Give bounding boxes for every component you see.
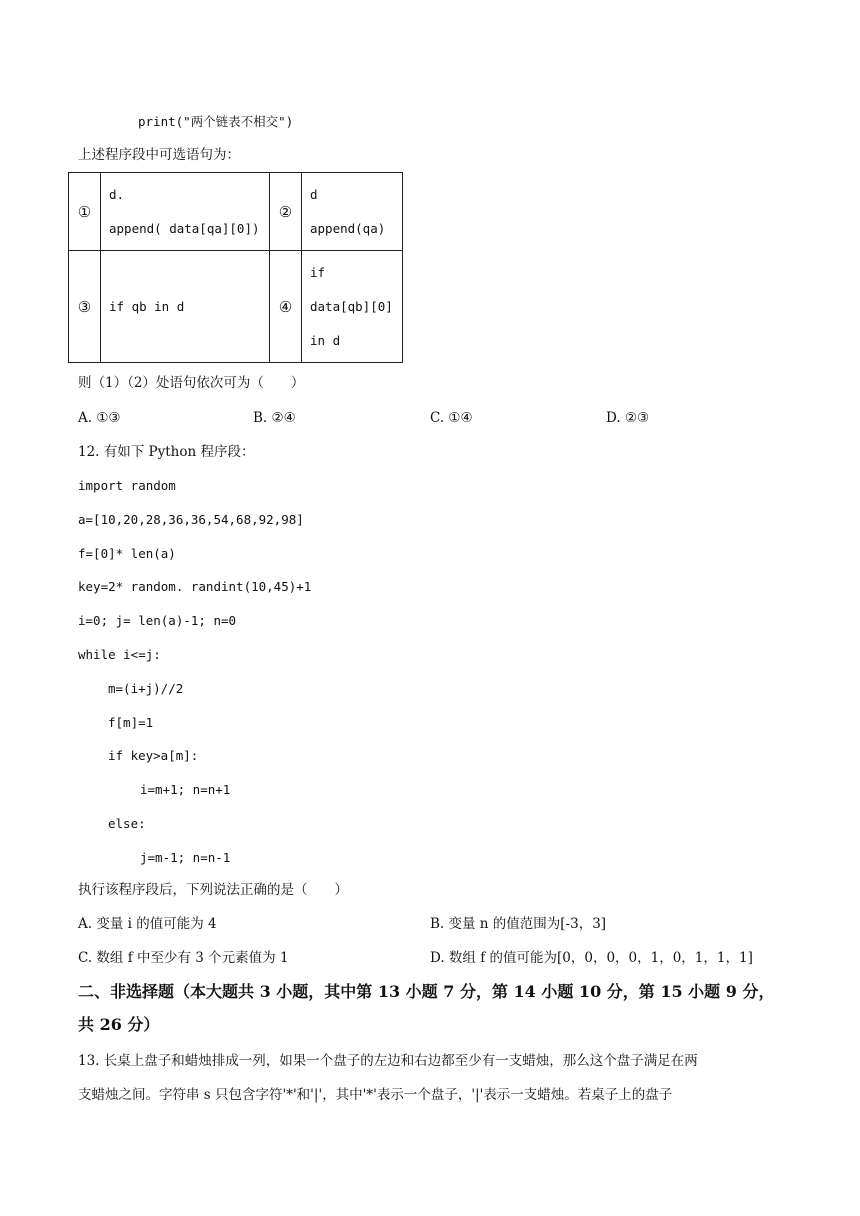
option-4-line-1: if [310,264,326,280]
q11-option-c: C. ①④ [430,410,473,426]
q11-question: 则（1）（2）处语句依次可为（ ） [78,375,305,391]
code-print-line: print("两个链表不相交") [138,114,294,129]
option-1-line-2: append( data[qa][0]) [109,220,260,236]
q12-option-d: D. 数组 f 的值可能为[0，0，0，0，1，0，1，1，1] [430,950,753,966]
option-4-line-2: data[qb][0] [310,298,393,314]
q11-option-b: B. ②④ [253,410,296,426]
code-line-10: i=m+1; n=n+1 [140,782,231,797]
option-number-3: ③ [69,251,101,363]
q13-text-line-1: 13. 长桌上盘子和蜡烛排成一列，如果一个盘子的左边和右边都至少有一支蜡烛，那么这个盘子满足在两 [78,1053,698,1069]
code-line-4: key=2* random. randint(10,45)+1 [78,579,312,594]
code-line-1: import random [78,478,176,493]
option-3-line-1: if qb in d [109,298,185,314]
q11-option-a: A. ①③ [78,410,121,426]
optional-statements-table [68,172,403,363]
q12-title: 12. 有如下 Python 程序段： [78,444,255,460]
q12-option-c: C. 数组 f 中至少有 3 个元素值为 1 [78,950,289,966]
code-line-7: m=(i+j)//2 [108,681,184,696]
q12-option-a: A. 变量 i 的值可能为 4 [78,916,217,932]
option-statement-1 [101,173,270,251]
q11-option-d: D. ②③ [606,410,650,426]
optional-statements-intro: 上述程序段中可选语句为： [78,147,240,163]
option-statement-4 [302,251,403,363]
option-number-4: ④ [270,251,302,363]
option-number-2: ② [270,173,302,251]
code-line-9: if key>a[m]: [108,748,199,763]
code-line-8: f[m]=1 [108,715,154,730]
code-line-11: else: [108,816,146,831]
code-line-6: while i<=j: [78,647,161,662]
option-2-line-1: d [310,186,318,202]
option-number-1: ① [69,173,101,251]
code-line-12: j=m-1; n=n-1 [140,850,231,865]
section-2-heading-line-1: 二、非选择题（本大题共 3 小题，其中第 13 小题 7 分，第 14 小题 10 分，第 15 小题 9 分， [78,982,775,1001]
section-2-heading-line-2: 共 26 分） [78,1015,160,1034]
q12-question: 执行该程序段后，下列说法正确的是（ ） [78,882,348,898]
q12-option-b: B. 变量 n 的值范围为[-3，3] [430,916,607,932]
option-statement-2 [302,173,403,251]
q13-text-line-2: 支蜡烛之间。字符串 s 只包含字符'*'和'|'，其中'*'表示一个盘子，'|'表示一支蜡烛。若桌子上的盘子 [78,1087,673,1103]
option-2-line-2: append(qa) [310,220,386,236]
code-line-2: a=[10,20,28,36,36,54,68,92,98] [78,512,304,527]
code-line-5: i=0; j= len(a)-1; n=0 [78,613,237,628]
code-line-3: f=[0]* len(a) [78,546,176,561]
option-4-line-3: in d [310,332,341,348]
option-1-line-1: d. [109,186,125,202]
option-statement-3 [101,251,270,363]
